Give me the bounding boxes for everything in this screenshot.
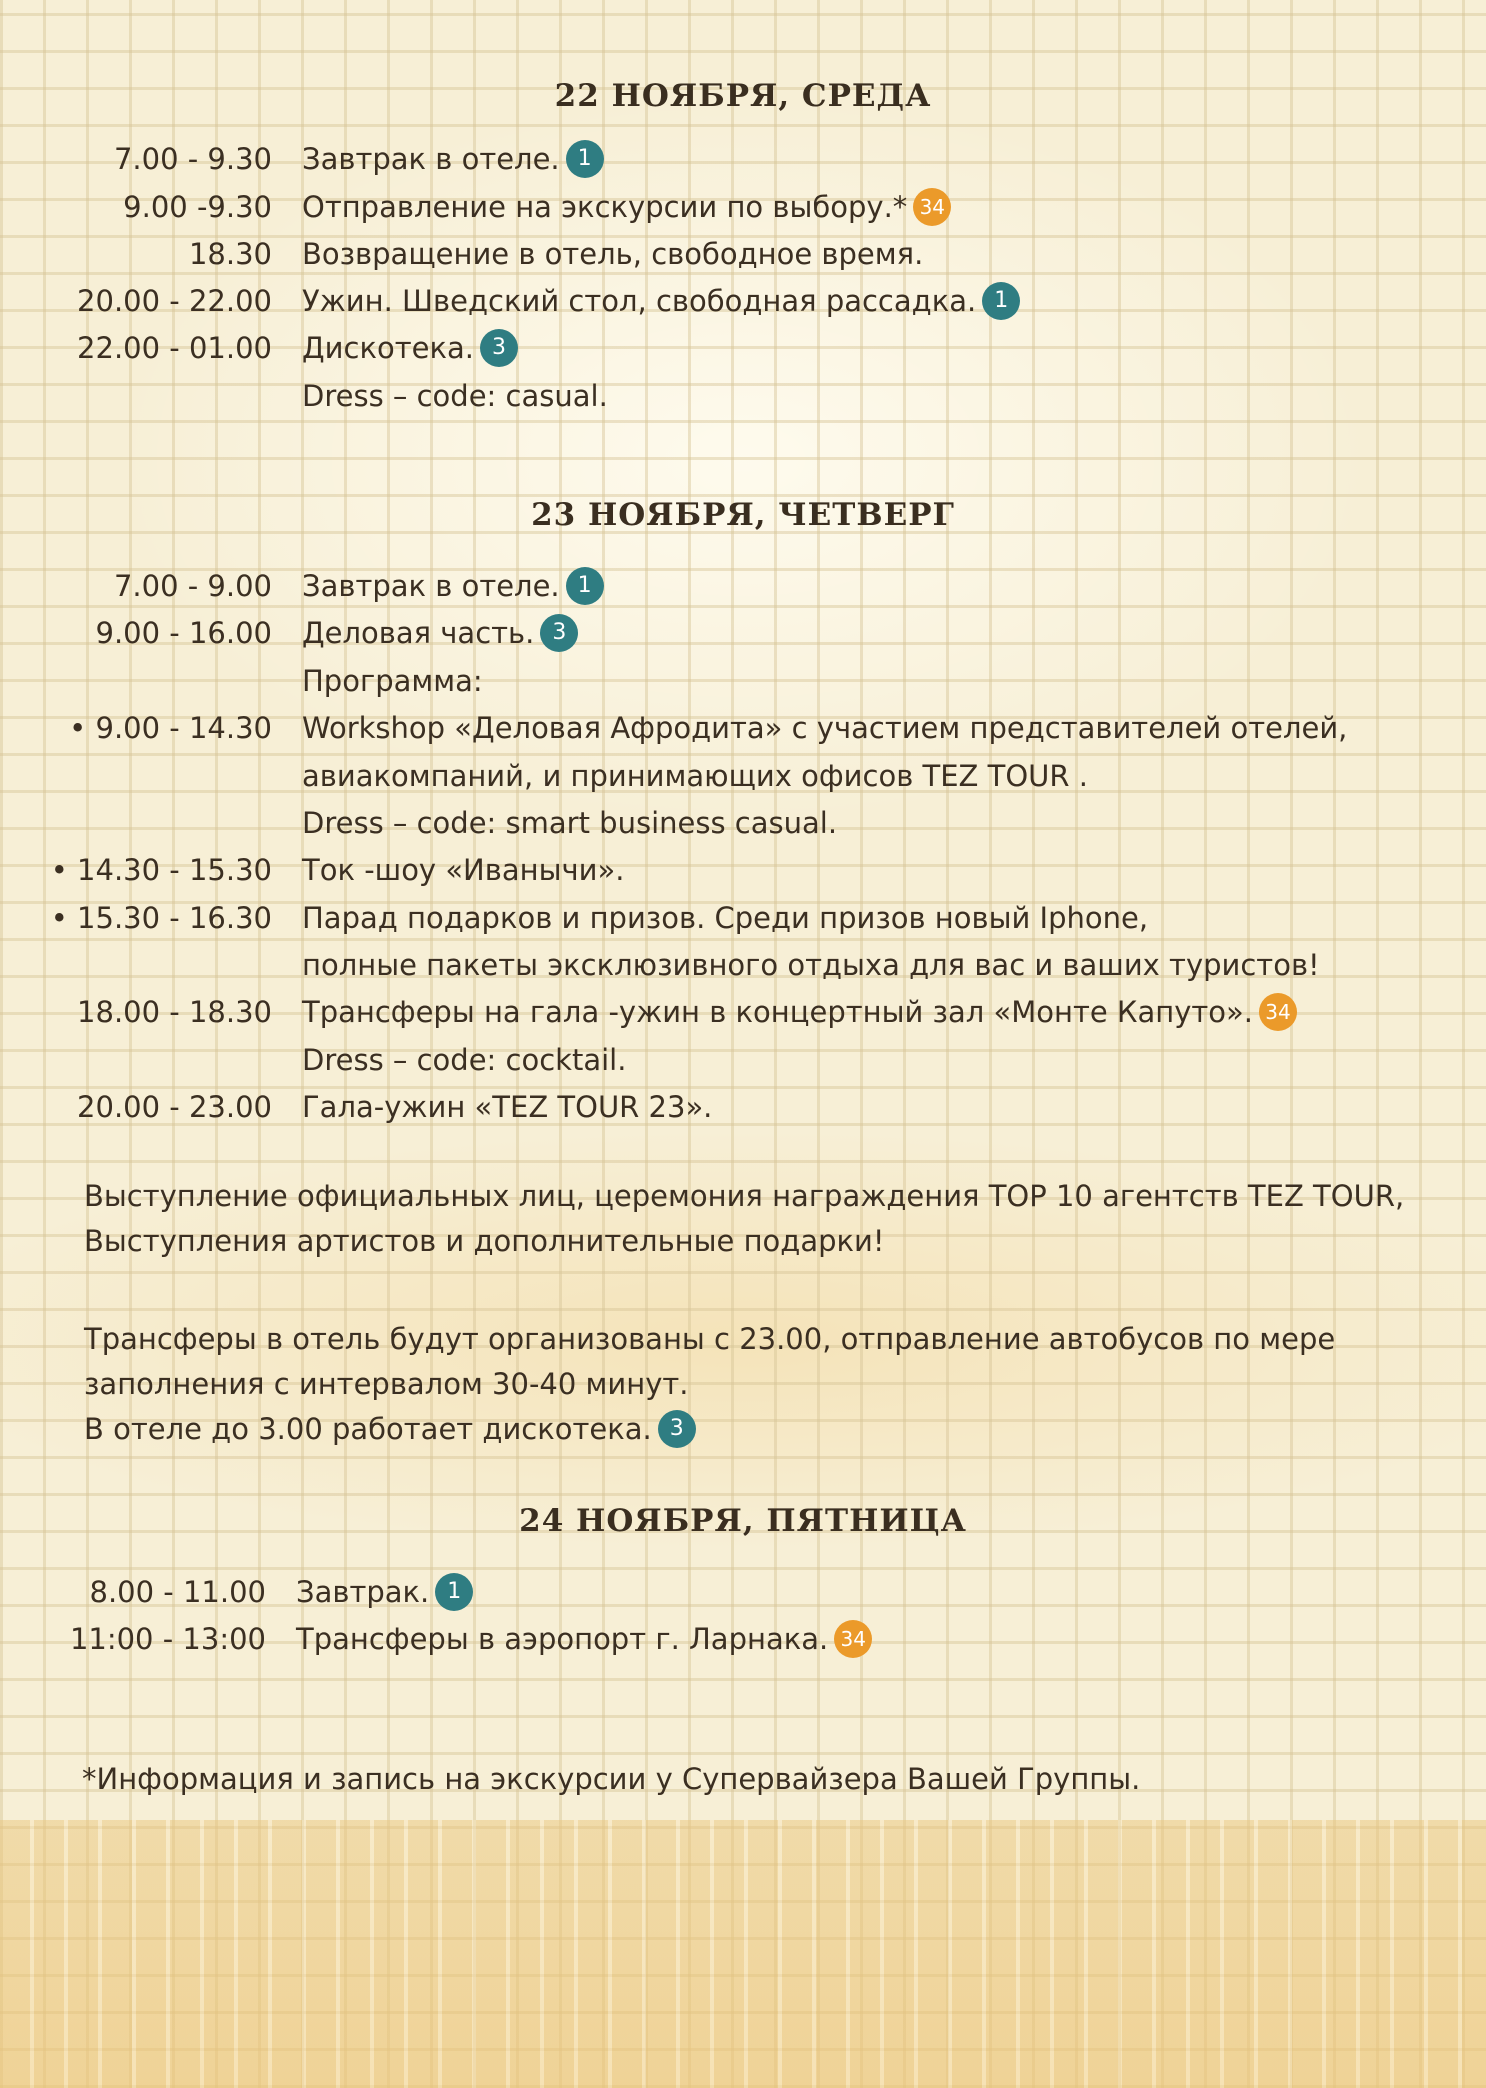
schedule-row — [0, 137, 1486, 181]
row-text: Ужин. Шведский стол, свободная рассадка. 1 — [302, 279, 1020, 323]
schedule-row — [0, 1570, 1486, 1614]
paragraph-line: В отеле до 3.00 работает дискотека. 3 — [84, 1407, 1335, 1452]
schedule-row — [0, 279, 1486, 323]
schedule-row — [0, 943, 1486, 987]
location-badge-icon: 1 — [435, 1573, 473, 1611]
row-time: • 9.00 - 14.30 — [69, 711, 272, 745]
row-time: • 15.30 - 16.30 — [50, 901, 272, 935]
row-text: Трансферы на гала -ужин в концертный зал «Монте Капуто». 34 — [302, 990, 1297, 1034]
row-text: авиакомпаний, и принимающих офисов TEZ TOUR . — [302, 759, 1088, 793]
schedule-row — [0, 564, 1486, 608]
row-time: 18.30 — [188, 237, 272, 271]
row-text: Дискотека. 3 — [302, 326, 518, 370]
schedule-row — [0, 659, 1486, 703]
row-text: Dress – code: casual. — [302, 379, 608, 413]
location-badge-icon: 3 — [480, 329, 518, 367]
row-time: 9.00 - 16.00 — [95, 616, 272, 650]
ceremony-paragraph — [84, 1174, 1404, 1264]
schedule-row — [0, 754, 1486, 798]
schedule-row — [0, 848, 1486, 892]
location-badge-icon: 34 — [834, 1620, 872, 1658]
row-text: Парад подарков и призов. Среди призов новый Iphone, — [302, 901, 1149, 935]
row-time: 11:00 - 13:00 — [69, 1622, 266, 1656]
schedule-row — [0, 1085, 1486, 1129]
schedule-row — [0, 706, 1486, 750]
row-text: Завтрак. 1 — [296, 1570, 473, 1614]
schedule-row — [0, 326, 1486, 370]
paragraph-line: Выступления артистов и дополнительные подарки! — [84, 1224, 885, 1258]
row-time: 22.00 - 01.00 — [77, 331, 272, 365]
schedule-row — [0, 374, 1486, 418]
footnote: *Информация и запись на экскурсии у Супервайзера Вашей Группы. — [82, 1762, 1141, 1796]
row-time: 7.00 - 9.30 — [113, 142, 272, 176]
paragraph-line: заполнения с интервалом 30-40 минут. — [84, 1367, 689, 1401]
schedule-row — [0, 990, 1486, 1034]
row-time: 20.00 - 23.00 — [77, 1090, 272, 1124]
row-time: 18.00 - 18.30 — [77, 995, 272, 1029]
schedule-row — [0, 896, 1486, 940]
row-text: Трансферы в аэропорт г. Ларнака. 34 — [296, 1617, 872, 1661]
row-time: • 14.30 - 15.30 — [50, 853, 272, 887]
row-text: Ток -шоу «Иванычи». — [302, 853, 625, 887]
row-time: 8.00 - 11.00 — [89, 1575, 266, 1609]
row-text: Деловая часть. 3 — [302, 611, 578, 655]
row-time: 9.00 -9.30 — [123, 190, 272, 224]
row-time: 20.00 - 22.00 — [77, 284, 272, 318]
schedule-row — [0, 611, 1486, 655]
day-2-title: 23 НОЯБРЯ, ЧЕТВЕРГ — [531, 497, 955, 533]
day-3-title: 24 НОЯБРЯ, ПЯТНИЦА — [519, 1503, 967, 1539]
row-text: Dress – code: cocktail. — [302, 1043, 627, 1077]
schedule-row — [0, 185, 1486, 229]
transfer-paragraph — [84, 1317, 1335, 1452]
schedule-row — [0, 232, 1486, 276]
mosaic-band — [0, 1820, 1486, 2088]
day-1-title: 22 НОЯБРЯ, СРЕДА — [554, 78, 932, 114]
schedule-row — [0, 801, 1486, 845]
row-text: Завтрак в отеле. 1 — [302, 137, 604, 181]
location-badge-icon: 1 — [982, 282, 1020, 320]
location-badge-icon: 3 — [540, 614, 578, 652]
location-badge-icon: 34 — [913, 188, 951, 226]
row-text: Отправление на экскурсии по выбору.* 34 — [302, 185, 951, 229]
row-text: полные пакеты эксклюзивного отдыха для вас и ваших туристов! — [302, 948, 1320, 982]
row-time: 7.00 - 9.00 — [113, 569, 272, 603]
location-badge-icon: 3 — [658, 1410, 696, 1448]
location-badge-icon: 1 — [566, 567, 604, 605]
row-text: Гала-ужин «TEZ TOUR 23». — [302, 1090, 713, 1124]
location-badge-icon: 34 — [1259, 993, 1297, 1031]
row-text: Workshop «Деловая Афродита» с участием представителей отелей, — [302, 711, 1348, 745]
row-text: Возвращение в отель, свободное время. — [302, 237, 924, 271]
row-text: Программа: — [302, 664, 483, 698]
schedule-row — [0, 1617, 1486, 1661]
paragraph-line: Трансферы в отель будут организованы с 23.00, отправление автобусов по мере — [84, 1322, 1336, 1356]
schedule-row — [0, 1038, 1486, 1082]
location-badge-icon: 1 — [566, 140, 604, 178]
row-text: Завтрак в отеле. 1 — [302, 564, 604, 608]
row-text: Dress – code: smart business casual. — [302, 806, 838, 840]
paragraph-line: Выступление официальных лиц, церемония награждения TOP 10 агентств TEZ TOUR, — [84, 1179, 1405, 1213]
